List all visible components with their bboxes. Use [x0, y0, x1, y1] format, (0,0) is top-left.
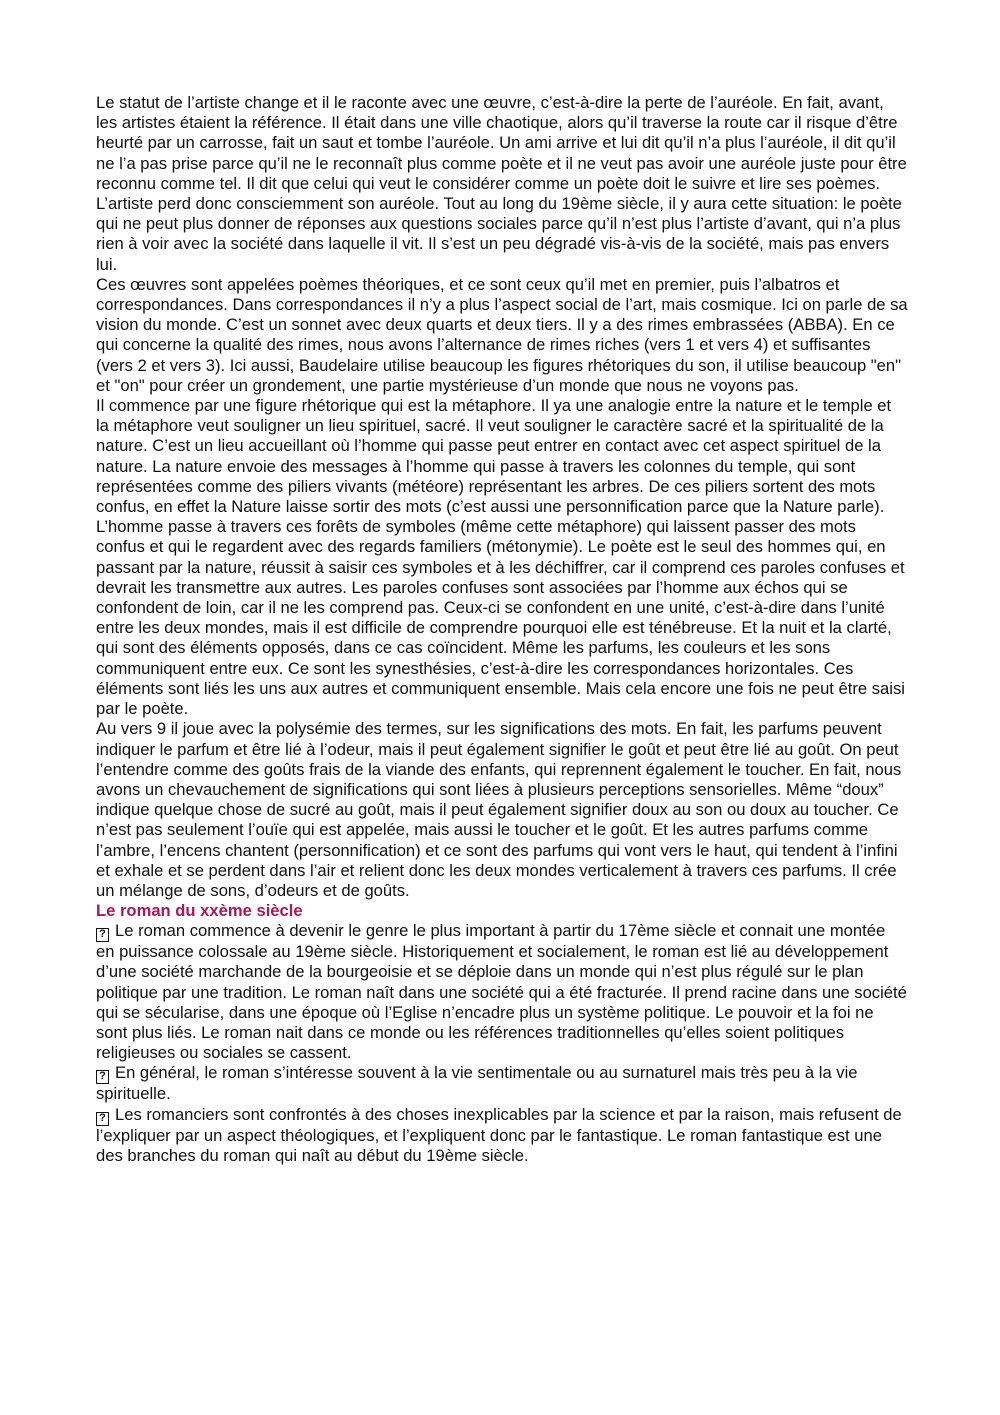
bullet-text: En général, le roman s’intéresse souvent à la vie sentimentale ou au surnaturel mais très peu à la vie spirituelle. [96, 1063, 858, 1104]
bullet-item [96, 1105, 908, 1166]
bullet-text: Le roman commence à devenir le genre le plus important à partir du 17ème siècle et connait une montée en puissance colossale au 19ème siècle. Historiquement et socialement, le roman est lié au développement d’une société marchande de la bourgeoisie et se déploie dans un monde qui n’est plus régulé sur le plan politique par une tradition. Le roman naît dans une société qui a été fracturée. Il prend racine dans une société qui se sécularise, dans une époque où l’Eglise n’encadre plus un système politique. Le pouvoir et la foi ne sont plus liés. Le roman nait dans ce monde ou les références traditionnelles qu’elles soient politiques religieuses ou sociales se cassent. [96, 921, 907, 1063]
bullet-item [96, 1063, 908, 1104]
missing-glyph-icon: ? [96, 1112, 109, 1126]
bullet-item [96, 921, 908, 1063]
body-paragraph: Au vers 9 il joue avec la polysémie des termes, sur les significations des mots. En fait, les parfums peuvent indiquer le parfum et être lié à l’odeur, mais il peut également signifier le goût et peut être lié au goût. On peut l’entendre comme des goûts frais de la viande des enfants, qui reprennent également le toucher. En fait, nous avons un chevauchement de significations qui sont liées à plusieurs perceptions sensorielles. Même “doux” indique quelque chose de sucré au goût, mais il peut également signifier doux au son ou doux au toucher. Ce n’est pas seulement l’ouïe qui est appelée, mais aussi le toucher et le goût. Et les autres parfums comme l’ambre, l’encens chantent (personnification) et ce sont des parfums qui vont vers le haut, qui tendent à l’infini et exhale et se perdent dans l’air et relient donc les deux mondes verticalement à travers ces parfums. Il crée un mélange de sons, d’odeurs et de goûts. [96, 719, 902, 900]
body-paragraph: Il commence par une figure rhétorique qui est la métaphore. Il ya une analogie entre la nature et le temple et la métaphore veut souligner un lieu spirituel, sacré. Il veut souligner le caractère sacré et la spiritualité de la nature. C’est un lieu accueillant où l’homme qui passe peut entrer en contact avec cet aspect spirituel de la nature. La nature envoie des messages à l’homme qui passe à travers les colonnes du temple, qui sont représentées comme des piliers vivants (météore) représentant les arbres. De ces piliers sortent des mots confus, en effet la Nature laisse sortir des mots (c’est aussi une personnification parce que la Nature parle). L’homme passe à travers ces forêts de symboles (même cette métaphore) qui laissent passer des mots confus et qui le regardent avec des regards familiers (métonymie). Le poète est le seul des hommes qui, en passant par la nature, réussit à saisir ces symboles et à les déchiffrer, car il comprend ces paroles confuses et devrait les transmettre aux autres. Les paroles confuses sont associées par l’homme aux échos qui se confondent de loin, car il ne les comprend pas. Ceux-ci se confondent en une unité, c’est-à-dire dans l’unité entre les deux mondes, mais il est difficile de comprendre pourquoi elle est ténébreuse. Et la nuit et la clarté, qui sont des éléments opposés, dans ce cas coïncident. Même les parfums, les couleurs et les sons communiquent entre eux. Ce sont les synesthésies, c’est-à-dire les correspondances horizontales. Ces éléments sont liés les uns aux autres et communiquent ensemble. Mais cela encore une fois ne peut être saisi par le poète. [96, 396, 905, 719]
bullet-text: Les romanciers sont confrontés à des choses inexplicables par la science et par la raison, mais refusent de l’expliquer par un aspect théologiques, et l’expliquent donc par le fantastique. Le roman fantastique est une des branches du roman qui naît au début du 19ème siècle. [96, 1104, 902, 1165]
body-paragraph: Le statut de l’artiste change et il le raconte avec une œuvre, c’est-à-dire la perte de l’auréole. En fait, avant, les artistes étaient la référence. Il était dans une ville chaotique, alors qu’il traverse la route car il risque d’être heurté par un carrosse, fait un saut et tombe l’auréole. Un ami arrive et lui dit qu’il n’a plus l’auréole, il dit qu’il ne l’a pas prise parce qu’il ne le reconnaît plus comme poète et il ne veut pas avoir une auréole juste pour être reconnu comme tel. Il dit que celui qui veut le considérer comme un poète doit le suivre et lire ses poèmes. L’artiste perd donc consciemment son auréole. Tout au long du 19ème siècle, il y aura cette situation: le poète qui ne peut plus donner de réponses aux questions sociales parce qu’il n’est plus l’artiste d’avant, qui n’a plus rien à voir avec la société dans laquelle il vit. Il s’est un peu dégradé vis-à-vis de la société, mais pas envers lui. [96, 93, 907, 274]
missing-glyph-icon: ? [96, 1070, 109, 1084]
body-paragraph: Ces œuvres sont appelées poèmes théoriques, et ce sont ceux qu’il met en premier, puis l’albatros et correspondances. Dans correspondances il n’y a plus l’aspect social de l’art, mais cosmique. Ici on parle de sa vision du monde. C’est un sonnet avec deux quarts et deux tiers. Il y a des rimes embrassées (ABBA). En ce qui concerne la qualité des rimes, nous avons l’alternance de rimes riches (vers 1 et vers 4) et suffisantes (vers 2 et vers 3). Ici aussi, Baudelaire utilise beaucoup les figures rhétoriques du son, il utilise beaucoup "en" et "on" pour créer un grondement, une partie mystérieuse d’un monde que nous ne voyons pas. [96, 274, 908, 395]
missing-glyph-icon: ? [96, 928, 109, 942]
section-heading: Le roman du xxème siècle [96, 901, 303, 921]
